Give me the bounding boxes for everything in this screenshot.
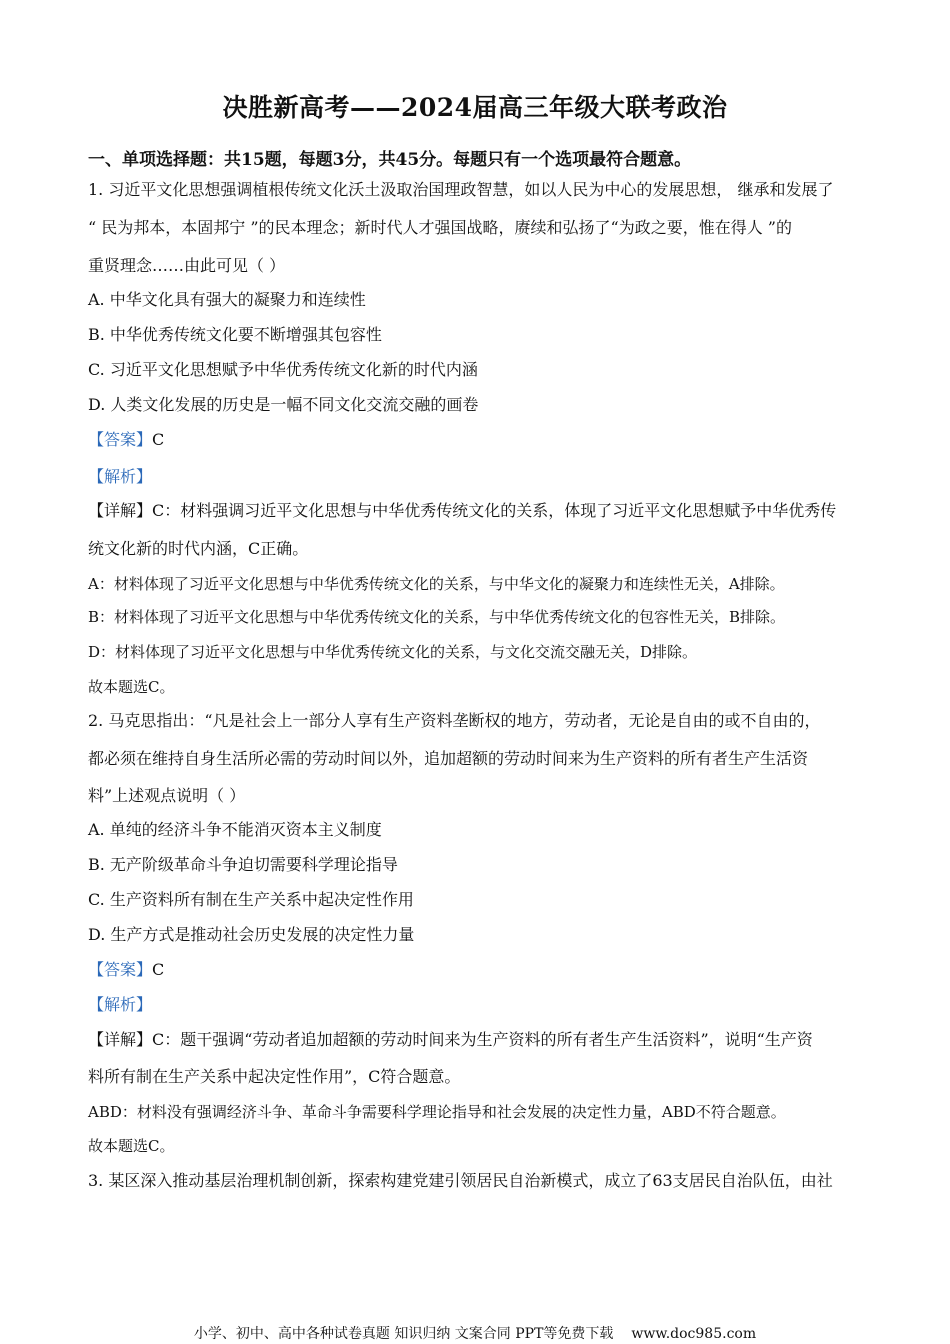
answer-value: C [152, 960, 165, 979]
answer-tag: 【答案】 [88, 960, 153, 979]
q1-note: D：材料体现了习近平文化思想与中华优秀传统文化的关系，与文化交流交融无关，D排除。 [88, 643, 698, 661]
q1-detail-line [88, 501, 836, 521]
q2-analysis-tag: 【解析】 [88, 995, 153, 1014]
q3-stem-line: 3. 某区深入推动基层治理机制创新，探索构建党建引领居民自治新模式，成立了63支居民自治队伍，由社 [88, 1171, 833, 1190]
footer-text: 小学、初中、高中各种试卷真题 知识归纳 文案合同 PPT等免费下载 [193, 1326, 614, 1342]
q1-answer [88, 430, 164, 450]
q2-detail-line [88, 1030, 813, 1050]
q1-option-c: C. 习近平文化思想赋予中华优秀传统文化新的时代内涵 [88, 360, 478, 379]
q2-answer [88, 960, 164, 980]
answer-value: C [152, 430, 165, 449]
q1-note: B：材料体现了习近平文化思想与中华优秀传统文化的关系，与中华优秀传统文化的包容性无关，B排除。 [88, 608, 786, 626]
q1-detail-line: 统文化新的时代内涵，C正确。 [88, 539, 309, 558]
footer-url: www.doc985.com [631, 1326, 757, 1342]
q1-note: A：材料体现了习近平文化思想与中华优秀传统文化的关系，与中华文化的凝聚力和连续性无关，A排除。 [88, 575, 785, 593]
detail-tag: 【详解】 [88, 1030, 153, 1049]
q1-option-a: A. 中华文化具有强大的凝聚力和连续性 [88, 290, 366, 309]
page-footer [0, 1323, 950, 1343]
q1-stem-line: 1. 习近平文化思想强调植根传统文化沃土汲取治国理政智慧，如以人民为中心的发展思想， 继承和发展了 [88, 180, 834, 199]
detail-text: C：题干强调“劳动者追加超额的劳动时间来为生产资料的所有者生产生活资料”，说明“生产资 [152, 1030, 813, 1049]
q2-conclusion: 故本题选C。 [88, 1137, 175, 1155]
q2-stem-line: 2. 马克思指出：“凡是社会上一部分人享有生产资料垄断权的地方，劳动者，无论是自由的或不自由的， [88, 711, 821, 730]
q2-stem-line: 都必须在维持自身生活所必需的劳动时间以外，追加超额的劳动时间来为生产资料的所有者生产生活资 [88, 749, 809, 768]
q2-detail-line: 料所有制在生产关系中起决定性作用”，C符合题意。 [88, 1067, 461, 1086]
answer-tag: 【答案】 [88, 430, 153, 449]
q1-analysis-tag: 【解析】 [88, 467, 153, 486]
q2-option-c: C. 生产资料所有制在生产关系中起决定性作用 [88, 890, 414, 909]
q1-stem-line: “ 民为邦本，本固邦宁 ”的民本理念；新时代人才强国战略，赓续和弘扬了“为政之要，惟在得人 ”的 [88, 218, 792, 237]
q1-conclusion: 故本题选C。 [88, 678, 175, 696]
q2-option-b: B. 无产阶级革命斗争迫切需要科学理论指导 [88, 855, 398, 874]
q2-option-d: D. 生产方式是推动社会历史发展的决定性力量 [88, 925, 415, 944]
document-title: 决胜新高考——2024届高三年级大联考政治 [222, 93, 728, 122]
q1-option-b: B. 中华优秀传统文化要不断增强其包容性 [88, 325, 382, 344]
q1-option-d: D. 人类文化发展的历史是一幅不同文化交流交融的画卷 [88, 395, 479, 414]
q2-stem-line: 料”上述观点说明（ ） [88, 786, 246, 805]
detail-text: C：材料强调习近平文化思想与中华优秀传统文化的关系，体现了习近平文化思想赋予中华优秀传 [152, 501, 837, 520]
q1-stem-line: 重贤理念……由此可见（ ） [88, 256, 286, 275]
detail-tag: 【详解】 [88, 501, 153, 520]
section-heading: 一、单项选择题：共15题，每题3分，共45分。每题只有一个选项最符合题意。 [88, 150, 692, 170]
q2-note: ABD：材料没有强调经济斗争、革命斗争需要科学理论指导和社会发展的决定性力量，ABD不符合题意。 [88, 1103, 786, 1121]
q2-option-a: A. 单纯的经济斗争不能消灭资本主义制度 [88, 820, 382, 839]
